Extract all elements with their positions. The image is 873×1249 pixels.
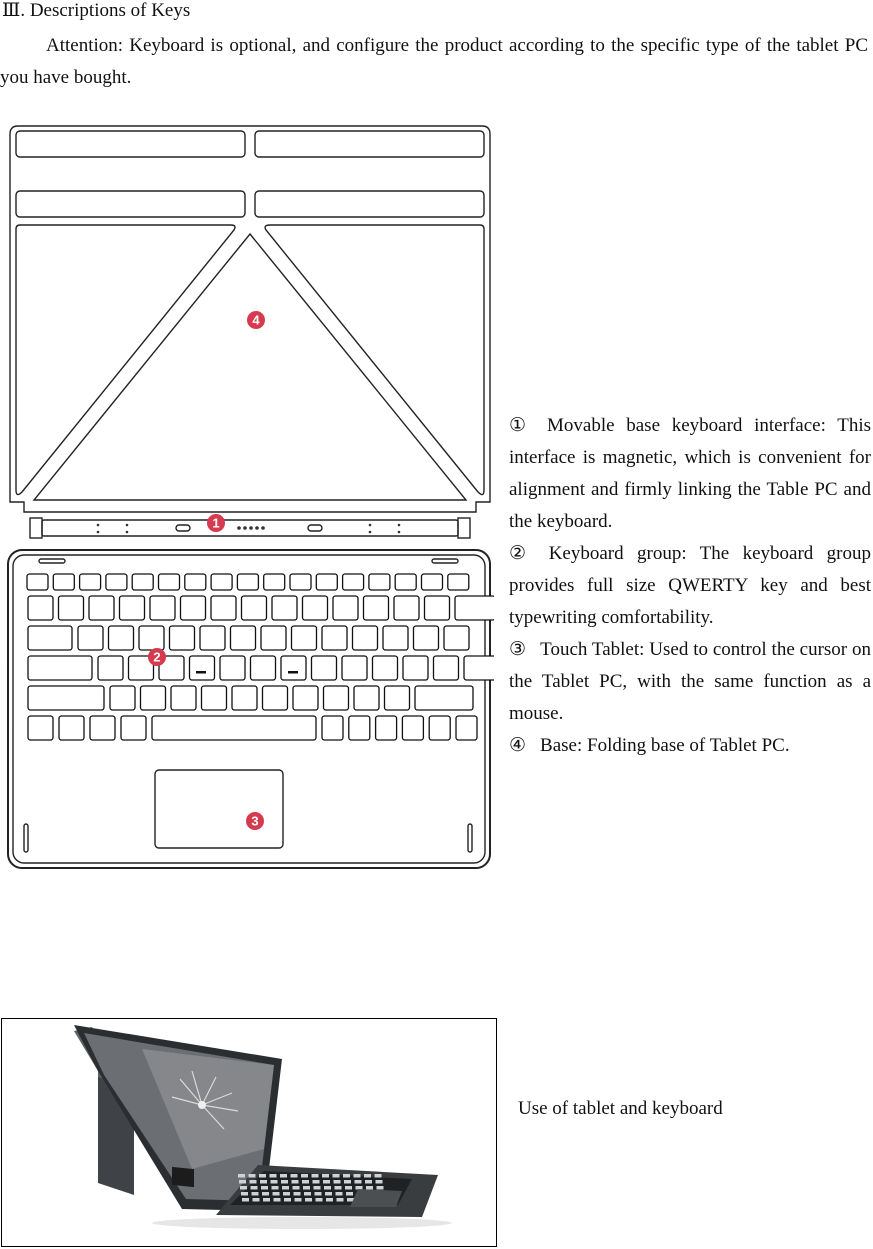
description-number: ④ <box>509 735 527 756</box>
photo-key <box>356 1186 363 1190</box>
connector-pin <box>243 526 247 530</box>
photo-key <box>292 1180 299 1184</box>
keyboard-key <box>354 686 379 710</box>
photo-key <box>252 1192 259 1196</box>
marker-label: 4 <box>252 312 260 328</box>
keyboard-key <box>322 626 347 650</box>
photo-key <box>314 1186 321 1190</box>
photo-key <box>325 1192 332 1196</box>
photo-key <box>312 1174 319 1178</box>
description-number: ② <box>509 543 535 564</box>
photo-key <box>274 1198 281 1202</box>
keyboard-key <box>333 596 358 620</box>
connector-dot <box>97 531 100 534</box>
description-text: Touch Tablet: Used to control the cursor on the Tablet PC, with the same function as a mouse. <box>509 639 871 724</box>
section-heading: Ⅲ. Descriptions of Keys <box>2 0 191 21</box>
keyboard-key <box>200 626 225 650</box>
photo-key <box>333 1174 340 1178</box>
keyboard-key <box>324 686 349 710</box>
photo-key <box>293 1186 300 1190</box>
keyboard-key <box>141 686 166 710</box>
photo-key <box>261 1186 268 1190</box>
connector-dot <box>126 531 129 534</box>
photo-key <box>365 1180 372 1184</box>
keyboard-key <box>385 686 410 710</box>
photo-key <box>316 1198 323 1202</box>
marker-label: 2 <box>153 649 161 665</box>
photo-key <box>346 1192 353 1196</box>
keyboard-key <box>232 686 257 710</box>
photo-key <box>281 1180 288 1184</box>
descriptions-list <box>509 410 871 762</box>
photo-key <box>313 1180 320 1184</box>
photo-key <box>263 1198 270 1202</box>
keyboard-key <box>59 596 84 620</box>
photo-key <box>284 1198 291 1202</box>
keyboard-key <box>27 574 48 590</box>
keyboard-key <box>190 656 215 680</box>
keyboard-key <box>211 596 236 620</box>
photo-key <box>377 1186 384 1190</box>
keyboard-key <box>455 596 494 620</box>
connector-pin <box>261 526 265 530</box>
keyboard-key <box>261 626 286 650</box>
keyboard-key <box>237 574 258 590</box>
connector-dot <box>369 531 372 534</box>
keyboard-key <box>464 656 494 680</box>
photo-key <box>273 1192 280 1196</box>
base-panel-right <box>265 225 484 495</box>
photo-key <box>376 1180 383 1184</box>
keyboard-key <box>211 574 232 590</box>
keyboard-key <box>98 656 123 680</box>
keyboard-key <box>28 626 72 650</box>
keyboard-key <box>422 574 443 590</box>
photo-key <box>336 1192 343 1196</box>
keyboard-key <box>281 656 306 680</box>
photo-key <box>240 1186 247 1190</box>
photo-key <box>337 1198 344 1202</box>
description-item <box>509 730 871 762</box>
keyboard-key <box>369 574 390 590</box>
keyboard-key <box>394 596 419 620</box>
keyboard-key <box>152 716 316 740</box>
keyboard-key <box>220 656 245 680</box>
photo-key <box>335 1186 342 1190</box>
photo-key <box>295 1198 302 1202</box>
photo-key <box>251 1186 258 1190</box>
keyboard-key <box>456 716 477 740</box>
keyboard-key <box>415 686 473 710</box>
keyboard-key <box>263 686 288 710</box>
base-panel-center <box>34 234 466 500</box>
photo-key <box>271 1180 278 1184</box>
photo-key <box>324 1186 331 1190</box>
key-nub <box>196 671 206 674</box>
keyboard-key <box>312 656 337 680</box>
keyboard-key <box>414 626 439 650</box>
keyboard-key <box>395 574 416 590</box>
keyboard-key <box>448 574 469 590</box>
photo-key <box>239 1180 246 1184</box>
connector-dot <box>97 524 100 527</box>
photo-key <box>322 1174 329 1178</box>
connector-dot <box>398 524 401 527</box>
keyboard-key <box>303 596 328 620</box>
keyboard-key <box>28 686 104 710</box>
keyboard-key <box>402 716 423 740</box>
keyboard-key <box>403 656 428 680</box>
photo-key <box>304 1192 311 1196</box>
photo-key <box>282 1186 289 1190</box>
keyboard-key <box>171 686 196 710</box>
keyboard-key <box>429 716 450 740</box>
keyboard-key <box>109 626 134 650</box>
base-panel-left <box>16 225 235 495</box>
keyboard-key <box>373 656 398 680</box>
keyboard-key <box>121 716 146 740</box>
photo-key <box>250 1180 257 1184</box>
keyboard-key <box>110 686 135 710</box>
keyboard-key <box>132 574 153 590</box>
photo-key <box>344 1180 351 1184</box>
photo-key <box>345 1186 352 1190</box>
photo-touchpad <box>350 1189 402 1207</box>
keyboard-key <box>316 574 337 590</box>
connector-pin <box>255 526 259 530</box>
keyboard-key <box>53 574 74 590</box>
photo-key <box>262 1192 269 1196</box>
keyboard-key <box>90 716 115 740</box>
connector-dot <box>398 531 401 534</box>
description-item <box>509 410 871 538</box>
photo-key <box>260 1180 267 1184</box>
description-number: ③ <box>509 639 527 660</box>
photo-key <box>238 1174 245 1178</box>
key-nub <box>288 671 298 674</box>
photo-key <box>301 1174 308 1178</box>
keyboard-key <box>349 716 370 740</box>
keyboard-key <box>383 626 408 650</box>
keyboard-diagram <box>6 122 494 878</box>
attention-note: Attention: Keyboard is optional, and configure the product according to the specific type of the tablet PC you have bought. <box>0 35 868 88</box>
keyboard-key <box>343 574 364 590</box>
photo-key <box>326 1198 333 1202</box>
tablet-photo <box>1 1018 497 1247</box>
photo-caption: Use of tablet and keyboard <box>518 1098 723 1119</box>
description-number: ① <box>509 415 533 436</box>
connector-dot <box>369 524 372 527</box>
keyboard-key <box>28 596 53 620</box>
photo-key <box>355 1180 362 1184</box>
base-strip <box>16 191 245 217</box>
photo-key <box>291 1174 298 1178</box>
keyboard-key <box>185 574 206 590</box>
keyboard-key <box>78 626 103 650</box>
keyboard-key <box>159 574 180 590</box>
keyboard-key <box>353 626 378 650</box>
description-text: Base: Folding base of Tablet PC. <box>540 735 790 756</box>
keyboard-key <box>364 596 389 620</box>
keyboard-key <box>106 574 127 590</box>
photo-key <box>259 1174 266 1178</box>
photo-key <box>364 1174 371 1178</box>
keyboard-key <box>425 596 450 620</box>
keyboard-key <box>272 596 297 620</box>
photo-key <box>354 1174 361 1178</box>
photo-key <box>294 1192 301 1196</box>
connector-pin <box>237 526 241 530</box>
description-text: Movable base keyboard interface: This interface is magnetic, which is convenient for alignment and firmly linking the Table PC and the keyboard. <box>509 415 871 532</box>
keyboard-key <box>376 716 397 740</box>
photo-key <box>334 1180 341 1184</box>
keyboard-key <box>120 596 145 620</box>
keyboard-key <box>434 656 459 680</box>
keyboard-key <box>264 574 285 590</box>
photo-key <box>280 1174 287 1178</box>
keyboard-key <box>290 574 311 590</box>
keyboard-key <box>292 626 317 650</box>
photo-key <box>272 1186 279 1190</box>
photo-key <box>249 1174 256 1178</box>
photo-key <box>270 1174 277 1178</box>
photo-key <box>315 1192 322 1196</box>
keyboard-key <box>342 656 367 680</box>
connector-dot <box>126 524 129 527</box>
keyboard-key <box>202 686 227 710</box>
photo-key <box>253 1198 260 1202</box>
keyboard-key <box>150 596 175 620</box>
photo-key <box>242 1198 249 1202</box>
photo-key <box>323 1180 330 1184</box>
marker-label: 3 <box>251 813 259 829</box>
keyboard-key <box>242 596 267 620</box>
photo-key <box>283 1192 290 1196</box>
base-strip <box>255 131 484 157</box>
keyboard-key <box>89 596 114 620</box>
keyboard-key <box>170 626 195 650</box>
marker-label: 1 <box>212 515 220 531</box>
keyboard-key <box>28 656 92 680</box>
touchpad <box>155 770 283 848</box>
keyboard-key <box>293 686 318 710</box>
keyboard-key <box>80 574 101 590</box>
keyboard-key <box>444 626 469 650</box>
photo-key <box>375 1174 382 1178</box>
keyboard-key <box>28 716 53 740</box>
description-text: Keyboard group: The keyboard group provides full size QWERTY key and best typewriting comfortability. <box>509 543 871 628</box>
photo-key <box>343 1174 350 1178</box>
keyboard-key <box>322 716 343 740</box>
photo-key <box>303 1186 310 1190</box>
keyboard-key <box>181 596 206 620</box>
description-item <box>509 538 871 634</box>
base-strip <box>16 131 245 157</box>
photo-key <box>302 1180 309 1184</box>
photo-key <box>366 1186 373 1190</box>
photo-key <box>241 1192 248 1196</box>
description-item <box>509 634 871 730</box>
keyboard-key <box>251 656 276 680</box>
connector-pin <box>249 526 253 530</box>
keyboard-key <box>59 716 84 740</box>
keyboard-key <box>231 626 256 650</box>
keyboard-key <box>139 626 164 650</box>
photo-key <box>305 1198 312 1202</box>
base-strip <box>255 191 484 217</box>
